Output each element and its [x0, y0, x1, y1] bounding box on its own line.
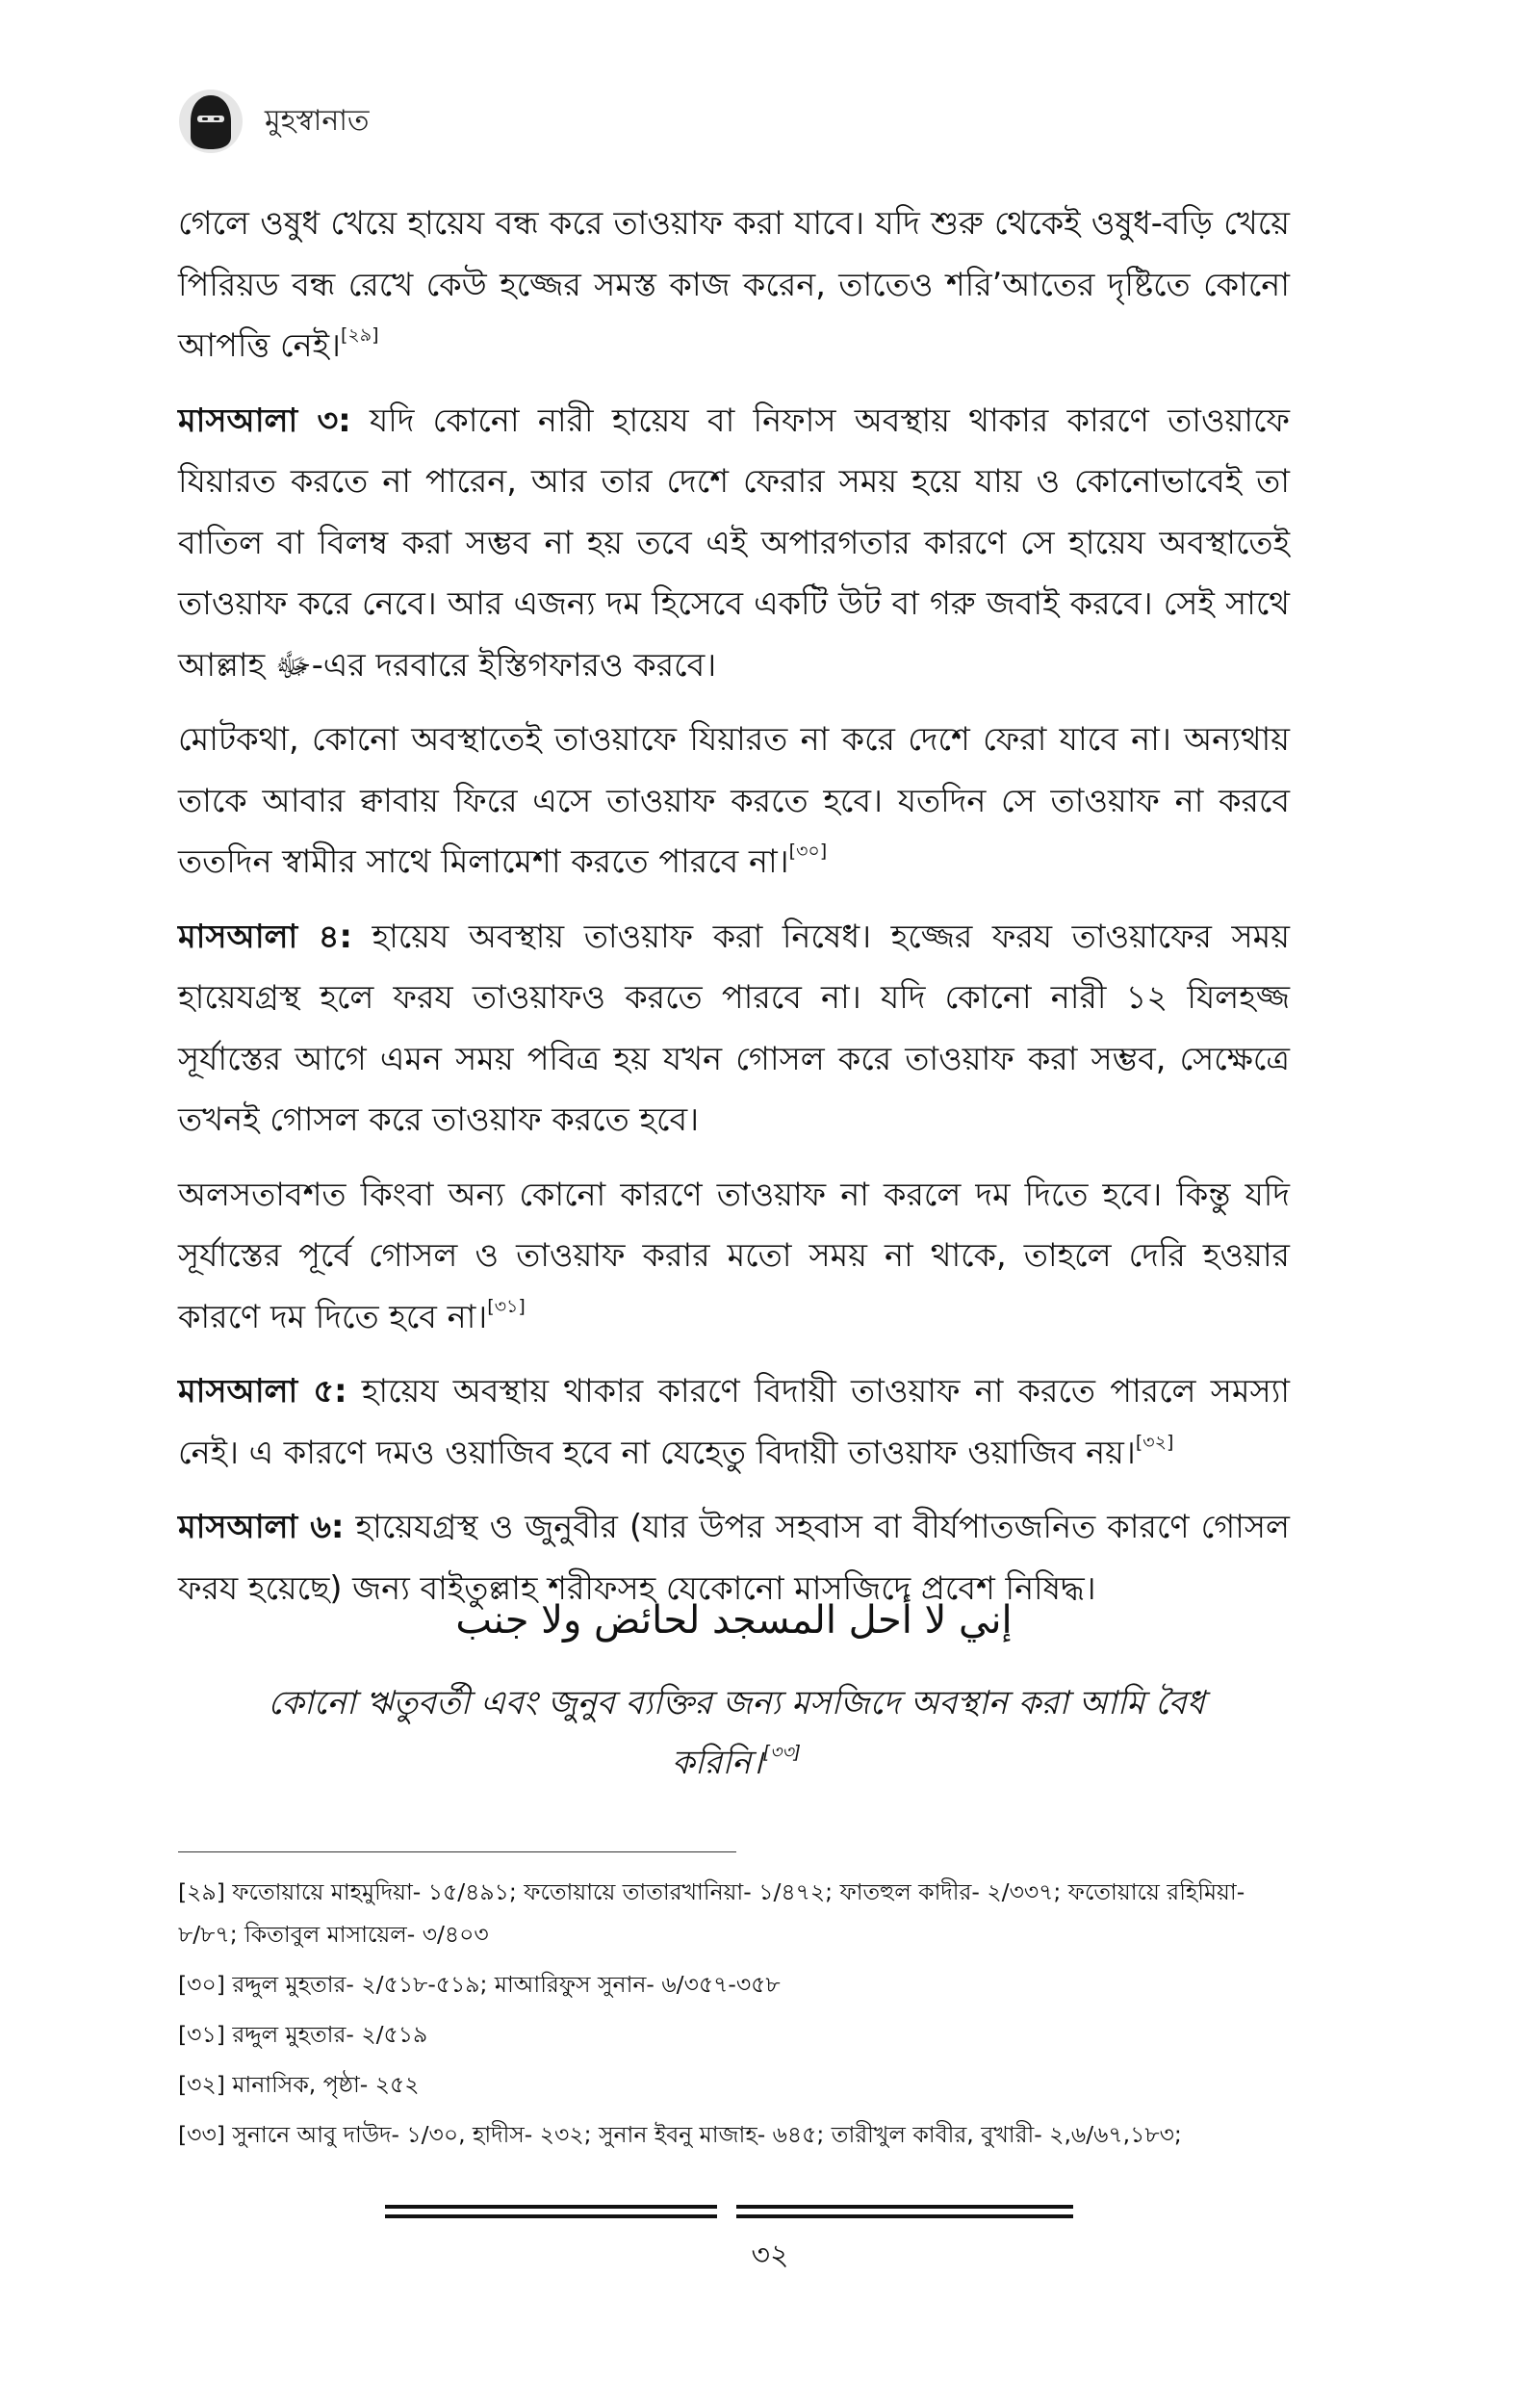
footnote-ref-29[interactable]: [২৯]	[341, 324, 379, 346]
main-text	[178, 193, 1290, 1632]
masala-6-paragraph: মাসআলা ৬: হায়েযগ্রস্থ ও জুনুবীর (যার উপর সহবাস বা বীর্যপাতজনিত কারণে গোসল ফরয হয়েছে) জন্য বাইতুল্লাহ শরীফসহ যেকোনো মাসজিদে প্রবেশ নিষিদ্ধ।	[178, 1508, 1290, 1607]
masala-3-label: মাসআলা ৩:	[178, 401, 351, 439]
niqab-woman-logo-icon	[178, 89, 244, 154]
footnote-ref-33[interactable]: [৩৩]	[762, 1741, 801, 1763]
masala-4-label: মাসআলা ৪:	[178, 917, 352, 955]
footnote-32: [৩২] মানাসিক, পৃষ্ঠা- ২৫২	[178, 2071, 420, 2098]
masala-3-paragraph: মাসআলা ৩: যদি কোনো নারী হায়েয বা নিফাস অবস্থায় থাকার কারণে তাওয়াফে যিয়ারত করতে না পারেন, আর তার দেশে ফেরার সময় হয়ে যায় ও কোনোভাবেই তা বাতিল বা বিলম্ব করা সম্ভব না হয় তবে এই অপারগতার কারণে সে হায়েয অবস্থাতেই তাওয়াফ করে নেবে। আর এজন্য দম হিসেবে একটি উট বা গরু জবাই করবে। সেই সাথে আল্লাহ ﷻ-এর দরবারে ইস্তিগফারও করবে।	[178, 401, 1290, 684]
footnote-31: [৩১] রদ্দুল মুহতার- ২/৫১৯	[178, 2021, 428, 2048]
footnote-ref-32[interactable]: [৩২]	[1135, 1431, 1174, 1453]
arabic-hadith: إني لا أحل المسجد لحائض ولا جنب	[455, 1598, 1013, 1643]
footnote-29: [২৯] ফতোয়ায়ে মাহমুদিয়া- ১৫/৪৯১; ফতোয়ায়ে তাতারখানিয়া- ১/৪৭২; ফাতহুল কাদীর- ২/৩৩৭; ফতোয়ায়ে রহিমিয়া- ৮/৮৭; কিতাবুল মাসায়েল- ৩/৪০৩	[178, 1878, 1245, 1948]
footnote-30: [৩০] রদ্দুল মুহতার- ২/৫১৮-৫১৯; মাআরিফুস সুনান- ৬/৩৫৭-৩৫৮	[178, 1971, 781, 1998]
footnote-ref-31[interactable]: [৩১]	[487, 1295, 526, 1317]
masala-4-paragraph: মাসআলা ৪: হায়েয অবস্থায় তাওয়াফ করা নিষেধ। হজ্জের ফরয তাওয়াফের সময় হায়েযগ্রস্থ হলে ফরয তাওয়াফও করতে পারবে না। যদি কোনো নারী ১২ যিলহজ্জ সূর্যাস্তের আগে এমন সময় পবিত্র হয় যখন গোসল করে তাওয়াফ করা সম্ভব, সেক্ষেত্রে তখনই গোসল করে তাওয়াফ করতে হবে।	[178, 917, 1291, 1138]
masala-5-paragraph: মাসআলা ৫: হায়েয অবস্থায় থাকার কারণে বিদায়ী তাওয়াফ না করতে পারলে সমস্যা নেই। এ কারণে দমও ওয়াজিব হবে না যেহেতু বিদায়ী তাওয়াফ ওয়াজিব নয়।[৩২]	[178, 1372, 1290, 1471]
footnotes	[178, 1871, 1290, 2163]
footnote-divider	[178, 1851, 736, 1852]
page-header	[178, 87, 370, 156]
footnote-ref-30[interactable]: [৩০]	[788, 840, 828, 862]
paragraph-5: অলসতাবশত কিংবা অন্য কোনো কারণে তাওয়াফ না করলে দম দিতে হবে। কিন্তু যদি সূর্যাস্তের পূর্বে গোসল ও তাওয়াফ করার মতো সময় না থাকে, তাহলে দেরি হওয়ার কারণে দম দিতে হবে না।[৩১]	[178, 1175, 1290, 1335]
hadith-translation: কোনো ঋতুবর্তী এবং জুনুব ব্যক্তির জন্য মসজিদে অবস্থান করা আমি বৈধ করিনি।[৩৩]	[268, 1684, 1205, 1782]
paragraph-3: মোটকথা, কোনো অবস্থাতেই তাওয়াফে যিয়ারত না করে দেশে ফেরা যাবে না। অন্যথায় তাকে আবার ক্বাবায় ফিরে এসে তাওয়াফ করতে হবে। যতদিন সে তাওয়াফ না করবে ততদিন স্বামীর সাথে মিলামেশা করতে পারবে না।[৩০]	[178, 720, 1290, 880]
footnote-33: [৩৩] সুনানে আবু দাউদ- ১/৩০, হাদীস- ২৩২; সুনান ইবনু মাজাহ- ৬৪৫; তারীখুল কাবীর, বুখারী- ২,৬/৬৭,১৮৩;	[178, 2121, 1182, 2148]
masala-5-label: মাসআলা ৫:	[178, 1372, 347, 1410]
footer-rule-right	[736, 2205, 1073, 2218]
paragraph-1: গেলে ওষুধ খেয়ে হায়েয বন্ধ করে তাওয়াফ করা যাবে। যদি শুরু থেকেই ওষুধ-বড়ি খেয়ে পিরিয়ড বন্ধ রেখে কেউ হজ্জের সমস্ত কাজ করেন, তাতেও শরি’আতের দৃষ্টিতে কোনো আপত্তি নেই।[২৯]	[178, 204, 1290, 364]
footer-rule-left	[385, 2205, 717, 2218]
masala-6-label: মাসআলা ৬:	[178, 1508, 345, 1545]
page-number: ৩২	[751, 2239, 789, 2272]
book-title: মুহস্বানাত	[265, 103, 370, 138]
